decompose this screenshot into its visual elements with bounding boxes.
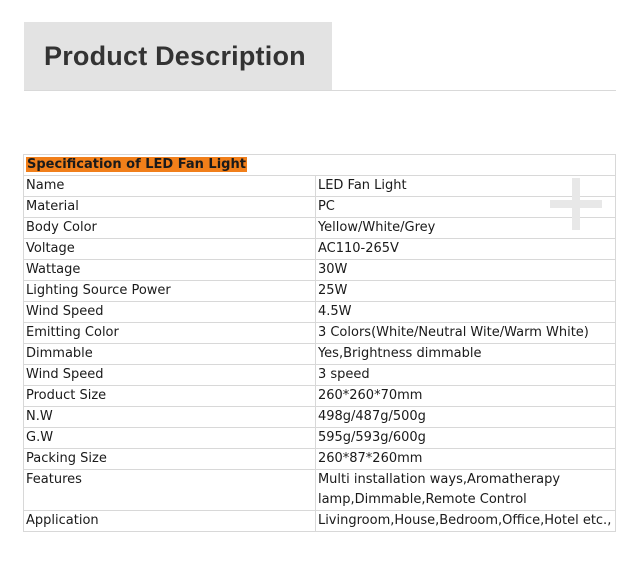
table-row <box>24 218 616 239</box>
spec-name-cell: Wattage <box>24 260 316 281</box>
table-row <box>24 365 616 386</box>
spec-table <box>23 154 616 532</box>
spec-value-cell: Yes,Brightness dimmable <box>315 344 615 365</box>
spec-value-cell: Multi installation ways,Aromatherapy lamp,Dimmable,Remote Control <box>315 470 615 511</box>
spec-value-cell: 3 Colors(White/Neutral Wite/Warm White) <box>315 323 615 344</box>
table-row <box>24 323 616 344</box>
table-row <box>24 197 616 218</box>
spec-name-cell: Lighting Source Power <box>24 281 316 302</box>
spec-name-cell: Voltage <box>24 239 316 260</box>
table-row <box>24 344 616 365</box>
spec-value-cell: Livingroom,House,Bedroom,Office,Hotel etc., <box>315 511 615 532</box>
spec-name-cell: Material <box>24 197 316 218</box>
spec-name-cell: Wind Speed <box>24 365 316 386</box>
spec-value-cell: 3 speed <box>315 365 615 386</box>
spec-name-cell: N.W <box>24 407 316 428</box>
table-row <box>24 302 616 323</box>
spec-title-row <box>24 155 616 176</box>
spec-name-cell: Features <box>24 470 316 511</box>
spec-name-cell: Product Size <box>24 386 316 407</box>
spec-value-cell: 4.5W <box>315 302 615 323</box>
spec-value-cell: LED Fan Light <box>315 176 615 197</box>
spec-name-cell: Wind Speed <box>24 302 316 323</box>
spec-name-cell: Body Color <box>24 218 316 239</box>
spec-name-cell: G.W <box>24 428 316 449</box>
table-row <box>24 281 616 302</box>
spec-value-cell: 260*87*260mm <box>315 449 615 470</box>
spec-value-cell: 595g/593g/600g <box>315 428 615 449</box>
spec-value-cell: 498g/487g/500g <box>315 407 615 428</box>
table-row <box>24 260 616 281</box>
spec-table-title: Specification of LED Fan Light <box>27 157 246 172</box>
spec-value-cell: 25W <box>315 281 615 302</box>
table-row <box>24 176 616 197</box>
spec-name-cell: Dimmable <box>24 344 316 365</box>
table-row <box>24 428 616 449</box>
spec-value-cell: AC110-265V <box>315 239 615 260</box>
spec-value-cell: 260*260*70mm <box>315 386 615 407</box>
spec-value-cell: PC <box>315 197 615 218</box>
spec-name-cell: Packing Size <box>24 449 316 470</box>
header-divider <box>24 90 616 91</box>
table-row <box>24 511 616 532</box>
header-box <box>24 22 332 90</box>
spec-value-cell: 30W <box>315 260 615 281</box>
table-row <box>24 470 616 511</box>
table-row <box>24 386 616 407</box>
table-row <box>24 449 616 470</box>
spec-value-cell: Yellow/White/Grey <box>315 218 615 239</box>
page-title: Product Description <box>44 40 306 71</box>
table-row <box>24 407 616 428</box>
table-row <box>24 239 616 260</box>
spec-title-cell <box>24 155 616 176</box>
spec-name-cell: Emitting Color <box>24 323 316 344</box>
spec-name-cell: Application <box>24 511 316 532</box>
spec-name-cell: Name <box>24 176 316 197</box>
